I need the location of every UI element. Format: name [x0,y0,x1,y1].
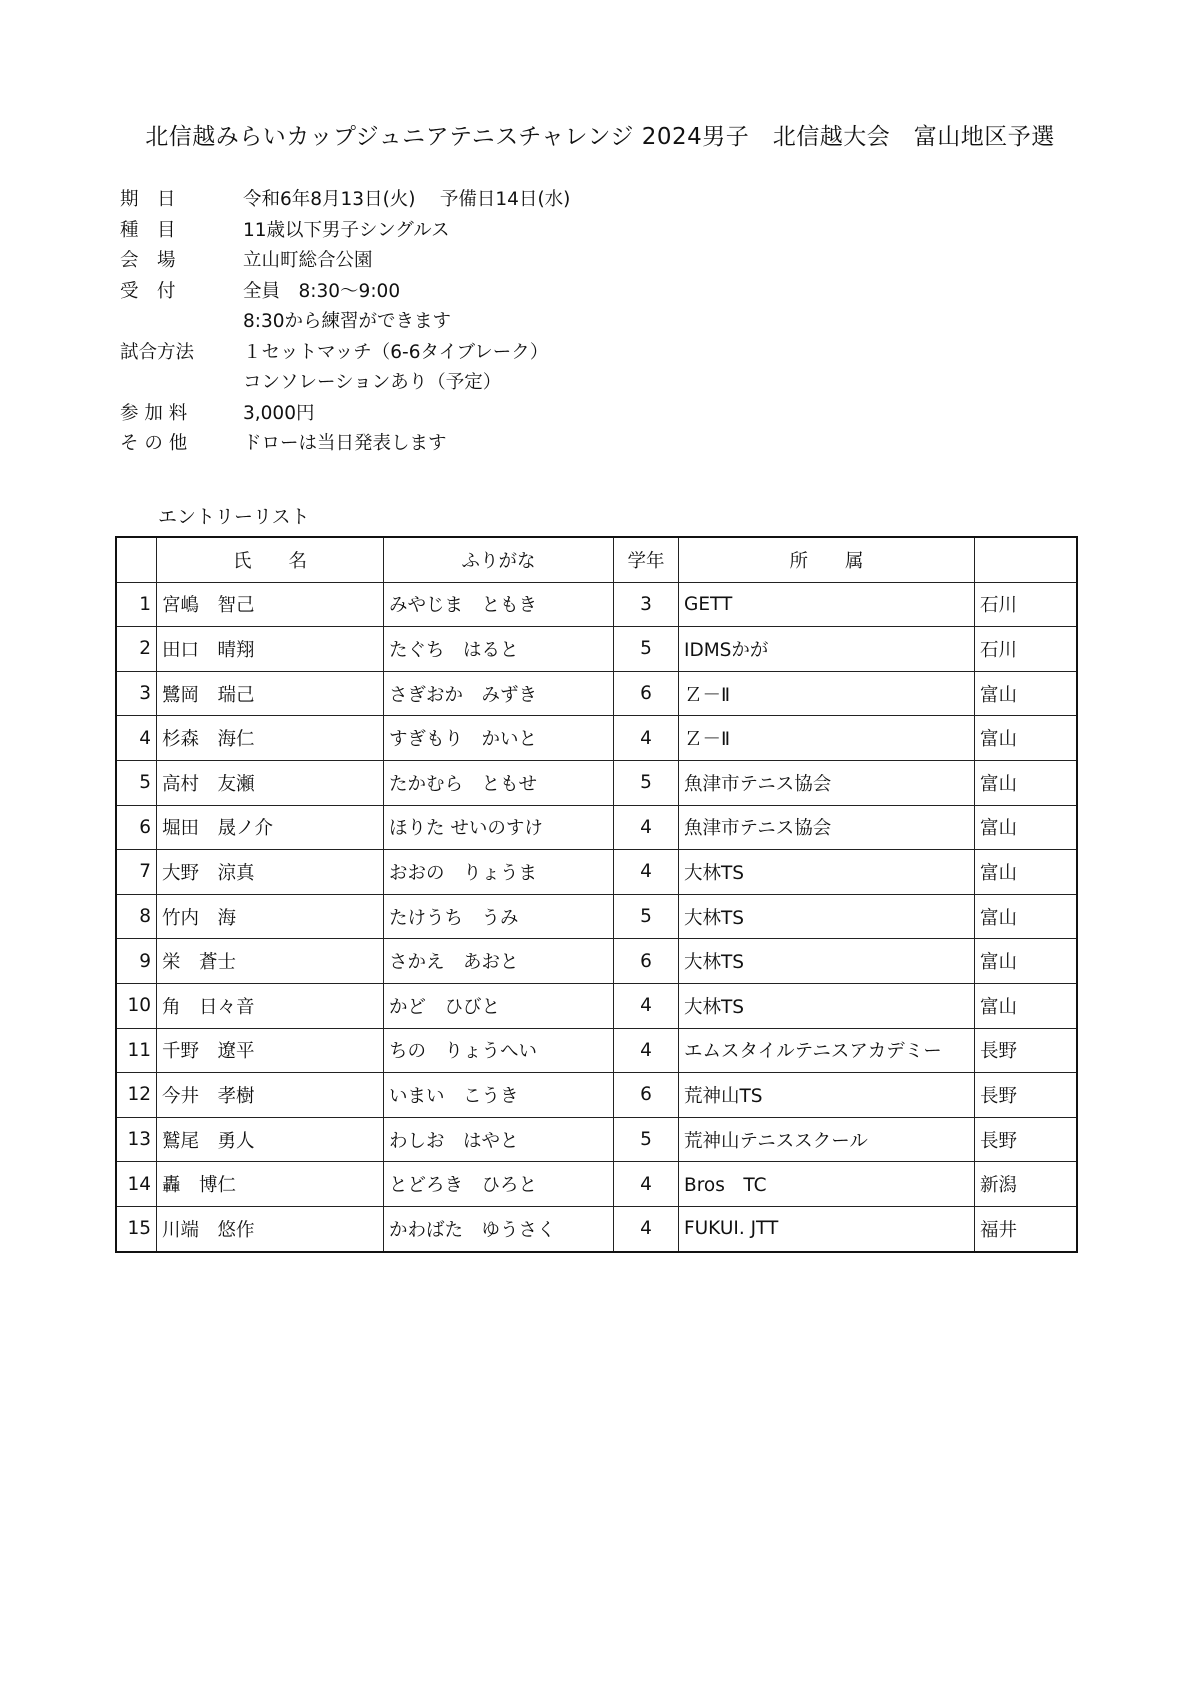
cell-prefecture: 富山 [975,850,1078,895]
cell-kana: すぎもり かいと [384,716,614,761]
cell-kana: たぐち はると [384,627,614,672]
cell-grade: 6 [614,671,679,716]
cell-grade: 6 [614,1073,679,1118]
cell-prefecture: 石川 [975,627,1078,672]
info-value: １セットマッチ（6-6タイブレーク） [243,341,549,363]
cell-club: IDMSかが [679,627,975,672]
table-row [116,939,1077,984]
info-value: コンソレーションあり（予定） [243,372,502,393]
info-label: 試合方法 [120,341,195,363]
cell-name: 田口 晴翔 [157,627,384,672]
cell-name: 高村 友瀬 [157,760,384,805]
info-value: 立山町総合公園 [243,250,373,271]
cell-name: 栄 蒼士 [157,939,384,984]
cell-prefecture: 富山 [975,716,1078,761]
cell-club: 大林TS [679,983,975,1028]
table-header-row [116,537,1077,582]
table-row [116,627,1077,672]
cell-grade: 5 [614,760,679,805]
cell-number: 4 [116,716,157,761]
cell-name: 鷺岡 瑞己 [157,671,384,716]
cell-grade: 3 [614,582,679,627]
cell-name: 大野 涼真 [157,850,384,895]
cell-number: 2 [116,627,157,672]
cell-name: 杉森 海仁 [157,716,384,761]
header-club: 所 属 [679,537,975,582]
cell-name: 千野 遼平 [157,1028,384,1073]
cell-number: 5 [116,760,157,805]
cell-name: 轟 博仁 [157,1162,384,1207]
header-number [116,537,157,582]
info-label: そ の 他 [120,433,188,454]
cell-prefecture: 富山 [975,894,1078,939]
cell-prefecture: 富山 [975,983,1078,1028]
cell-prefecture: 富山 [975,760,1078,805]
cell-number: 9 [116,939,157,984]
table-row [116,805,1077,850]
cell-club: 荒神山テニススクール [679,1117,975,1162]
cell-kana: かど ひびと [384,983,614,1028]
table-row [116,582,1077,627]
cell-name: 角 日々音 [157,983,384,1028]
cell-kana: とどろき ひろと [384,1162,614,1207]
cell-kana: みやじま ともき [384,582,614,627]
cell-prefecture: 長野 [975,1073,1078,1118]
table-row [116,983,1077,1028]
cell-number: 6 [116,805,157,850]
cell-name: 川端 悠作 [157,1206,384,1251]
cell-kana: かわばた ゆうさく [384,1206,614,1251]
cell-club: Ｚ－Ⅱ [679,671,975,716]
cell-club: 大林TS [679,939,975,984]
info-value: 令和6年8月13日(火) 予備日14日(水) [243,189,571,210]
cell-club: 大林TS [679,850,975,895]
cell-grade: 4 [614,1162,679,1207]
cell-grade: 4 [614,1206,679,1251]
cell-kana: ちの りょうへい [384,1028,614,1073]
cell-club: Bros TC [679,1162,975,1207]
table-row [116,850,1077,895]
cell-grade: 5 [614,627,679,672]
cell-prefecture: 石川 [975,582,1078,627]
table-row [116,1162,1077,1207]
cell-name: 今井 孝樹 [157,1073,384,1118]
page-title: 北信越みらいカップジュニアテニスチャレンジ 2024男子 北信越大会 富山地区予選 [145,124,1055,150]
cell-kana: ほりた せいのすけ [384,805,614,850]
info-label: 受 付 [120,280,176,302]
cell-number: 14 [116,1162,157,1207]
table-row [116,894,1077,939]
cell-kana: たけうち うみ [384,894,614,939]
info-value: 全員 8:30〜9:00 [243,280,401,302]
cell-prefecture: 富山 [975,671,1078,716]
cell-number: 3 [116,671,157,716]
cell-kana: たかむら ともせ [384,760,614,805]
cell-name: 堀田 晟ノ介 [157,805,384,850]
table-row [116,1028,1077,1073]
cell-grade: 4 [614,1028,679,1073]
info-label: 種 目 [120,219,176,241]
cell-club: エムスタイルテニスアカデミー [679,1028,975,1073]
cell-kana: わしお はやと [384,1117,614,1162]
cell-kana: さかえ あおと [384,939,614,984]
cell-number: 13 [116,1117,157,1162]
cell-number: 10 [116,983,157,1028]
cell-kana: さぎおか みずき [384,671,614,716]
cell-grade: 4 [614,983,679,1028]
cell-club: 魚津市テニス協会 [679,760,975,805]
header-kana: ふりがな [384,537,614,582]
info-label: 期 日 [120,189,176,210]
table-row [116,1117,1077,1162]
table-row [116,760,1077,805]
cell-number: 11 [116,1028,157,1073]
cell-club: 荒神山TS [679,1073,975,1118]
table-row [116,1206,1077,1251]
cell-prefecture: 長野 [975,1028,1078,1073]
cell-name: 鷲尾 勇人 [157,1117,384,1162]
cell-kana: おおの りょうま [384,850,614,895]
entry-list-heading: エントリーリスト [158,506,310,528]
table-row [116,1073,1077,1118]
cell-prefecture: 長野 [975,1117,1078,1162]
header-name: 氏 名 [157,537,384,582]
cell-prefecture: 新潟 [975,1162,1078,1207]
info-label: 会 場 [120,250,176,271]
cell-prefecture: 富山 [975,939,1078,984]
table-row [116,671,1077,716]
table-row [116,716,1077,761]
info-value: 3,000円 [243,402,315,424]
cell-number: 8 [116,894,157,939]
cell-name: 宮嶋 智己 [157,582,384,627]
cell-prefecture: 富山 [975,805,1078,850]
header-grade: 学年 [614,537,679,582]
header-prefecture [975,537,1078,582]
cell-number: 7 [116,850,157,895]
entry-table [115,536,1078,1253]
cell-grade: 4 [614,805,679,850]
cell-club: 魚津市テニス協会 [679,805,975,850]
cell-grade: 6 [614,939,679,984]
info-value: ドローは当日発表します [243,433,447,454]
cell-grade: 4 [614,850,679,895]
cell-grade: 5 [614,894,679,939]
cell-club: GETT [679,582,975,627]
cell-number: 12 [116,1073,157,1118]
cell-club: 大林TS [679,894,975,939]
info-value: 11歳以下男子シングルス [243,219,450,241]
cell-club: Ｚ－Ⅱ [679,716,975,761]
cell-kana: いまい こうき [384,1073,614,1118]
cell-club: FUKUI. JTT [679,1206,975,1251]
cell-prefecture: 福井 [975,1206,1078,1251]
info-value: 8:30から練習ができます [243,311,452,332]
cell-number: 15 [116,1206,157,1251]
cell-grade: 4 [614,716,679,761]
cell-name: 竹内 海 [157,894,384,939]
cell-number: 1 [116,582,157,627]
info-label: 参 加 料 [120,402,188,424]
cell-grade: 5 [614,1117,679,1162]
